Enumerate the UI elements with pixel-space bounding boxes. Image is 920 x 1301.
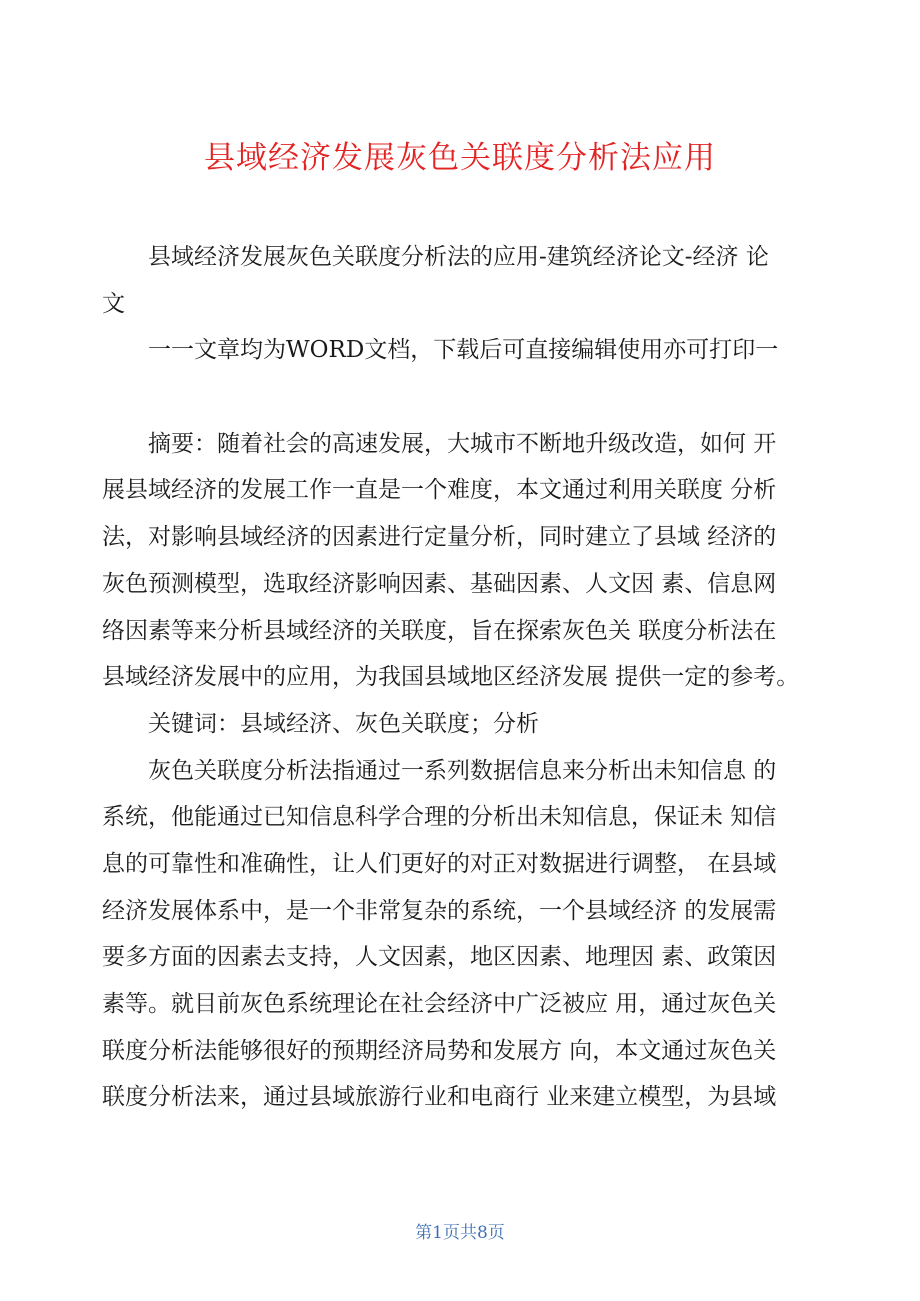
document-title: 县域经济发展灰色关联度分析法应用	[204, 140, 716, 176]
text-line: 一一文章均为WORD文档，下载后可直接编辑使用亦可打印一	[102, 337, 779, 364]
page-number: 第1页共8页	[415, 1223, 505, 1243]
text-line: 县域经济发展灰色关联度分析法的应用-建筑经济论文-经济 论	[102, 244, 769, 270]
text-line: 文	[102, 290, 125, 317]
text-line: 展县域经济的发展工作一直是一个难度，本文通过利用关联度 分析	[102, 477, 777, 504]
text-line: 经济发展体系中，是一个非常复杂的系统，一个县域经济 的发展需	[102, 897, 777, 924]
text-line: 息的可靠性和准确性，让人们更好的对正对数据进行调整， 在县域	[102, 850, 777, 877]
text-line: 县域经济发展中的应用，为我国县域地区经济发展 提供一定的参考。	[102, 664, 800, 691]
text-line: 灰色预测模型，选取经济影响因素、基础因素、人文因 素、信息网	[102, 570, 777, 597]
text-line: 法，对影响县域经济的因素进行定量分析，同时建立了县域 经济的	[102, 524, 777, 551]
text-line: 素等。就目前灰色系统理论在社会经济中广泛被应 用，通过灰色关	[102, 991, 777, 1017]
document-body	[102, 234, 820, 1121]
blank-line	[102, 374, 820, 421]
text-line: 灰色关联度分析法指通过一系列数据信息来分析出未知信息 的	[102, 757, 777, 784]
text-line: 络因素等来分析县域经济的关联度，旨在探索灰色关 联度分析法在	[102, 617, 777, 644]
text-line: 联度分析法来，通过县域旅游行业和电商行 业来建立模型，为县域	[102, 1084, 777, 1111]
text-line: 要多方面的因素去支持，人文因素，地区因素、地理因 素、政策因	[102, 944, 777, 971]
text-line: 摘要：随着社会的高速发展，大城市不断地升级改造，如何 开	[102, 430, 777, 457]
text-line: 系统，他能通过已知信息科学合理的分析出未知信息，保证未 知信	[102, 804, 777, 831]
text-line: 关键词：县域经济、灰色关联度；分析	[102, 710, 539, 737]
text-line: 联度分析法能够很好的预期经济局势和发展方 向，本文通过灰色关	[102, 1037, 777, 1064]
